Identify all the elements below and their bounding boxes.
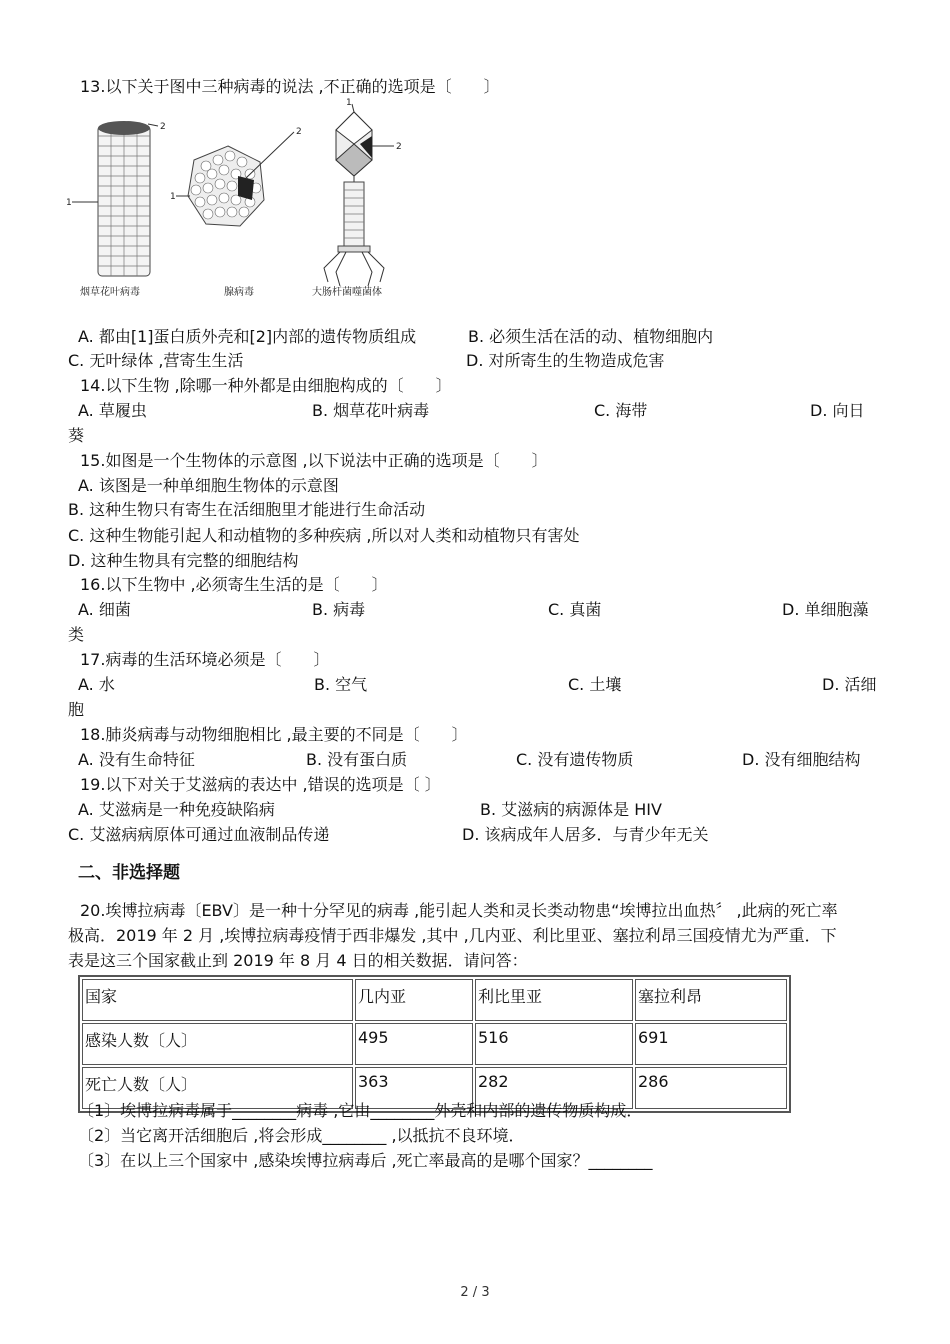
q20-sub-2: 〔2〕当它离开活细胞后 ,将会形成________ ,以抵抗不良环境．: [78, 1126, 525, 1145]
q14-option-a: A. 草履虫: [78, 401, 147, 420]
page-number: 2 / 3: [460, 1285, 490, 1300]
table-row: [82, 1023, 787, 1065]
q13-option-d: D. 对所寄生的生物造成危害: [466, 351, 665, 370]
table-cell: 691: [635, 1023, 787, 1065]
q18-option-a: A. 没有生命特征: [78, 750, 195, 769]
label-2-c: 2: [396, 142, 402, 152]
virus-figure: [66, 96, 411, 306]
label-1-a: 1: [66, 198, 72, 208]
q20-line-1: 20.埃博拉病毒〔EBV〕是一种十分罕见的病毒 ,能引起人类和灵长类动物患“埃博拉出血热〞 ,此病的死亡率: [80, 901, 838, 920]
label-1-b: 1: [170, 192, 176, 202]
q20-line-2: 极高．2019 年 2 月 ,埃博拉病毒疫情于西非爆发 ,其中 ,几内亚、利比里亚、塞拉利昂三国疫情尤为严重．下: [68, 926, 837, 945]
q15-stem: 15.如图是一个生物体的示意图 ,以下说法中正确的选项是〔 〕: [80, 451, 548, 470]
q13-option-a: A. 都由[1]蛋白质外壳和[2]内部的遗传物质组成: [78, 327, 417, 346]
q19-stem: 19.以下对关于艾滋病的表达中 ,错误的选项是〔 〕: [80, 775, 441, 794]
table-cell: 286: [635, 1067, 787, 1109]
caption-phage: 大肠杆菌噬菌体: [312, 287, 382, 298]
q17-stem: 17.病毒的生活环境必须是〔 〕: [80, 650, 330, 669]
table-cell: 感染人数〔人〕: [82, 1023, 353, 1065]
q14-stem: 14.以下生物 ,除哪一种外都是由细胞构成的〔 〕: [80, 376, 452, 395]
q16-stem: 16.以下生物中 ,必须寄生生活的是〔 〕: [80, 575, 388, 594]
q18-option-d: D. 没有细胞结构: [742, 750, 861, 769]
q17-option-b: B. 空气: [314, 675, 368, 694]
q17-option-d: D. 活细: [822, 675, 877, 694]
q19-option-c: C. 艾滋病病原体可通过血液制品传递: [68, 825, 330, 844]
q15-option-d: D. 这种生物具有完整的细胞结构: [68, 551, 299, 570]
q18-option-c: C. 没有遗传物质: [516, 750, 634, 769]
q16-option-d: D. 单细胞藻: [782, 600, 869, 619]
q19-option-d: D. 该病成年人居多．与青少年无关: [462, 825, 709, 844]
table-cell: 利比里亚: [475, 979, 633, 1021]
q16-option-c: C. 真菌: [548, 600, 602, 619]
table-cell: 死亡人数〔人〕: [82, 1067, 353, 1109]
ebola-data-table: [78, 975, 791, 1113]
q14-option-d-cont: 葵: [68, 426, 85, 445]
q16-option-a: A. 细菌: [78, 600, 131, 619]
caption-adenovirus: 腺病毒: [224, 287, 254, 298]
tobacco-mosaic-virus-illustration: [72, 121, 158, 276]
q19-option-a: A. 艾滋病是一种免疫缺陷病: [78, 800, 275, 819]
table-cell: 国家: [82, 979, 353, 1021]
q14-option-b: B. 烟草花叶病毒: [312, 401, 430, 420]
q20-sub-1: 〔1〕埃博拉病毒属于________病毒 ,它由________外壳和内部的遗传物质构成．: [78, 1101, 643, 1120]
q20-line-3: 表是这三个国家截止到 2019 年 8 月 4 日的相关数据．请问答：: [68, 951, 528, 970]
q13-option-b: B. 必须生活在活的动、植物细胞内: [468, 327, 714, 346]
q18-option-b: B. 没有蛋白质: [306, 750, 408, 769]
section-heading: 二、非选择题: [78, 863, 180, 883]
q15-option-c: C. 这种生物能引起人和动植物的多种疾病 ,所以对人类和动植物只有害处: [68, 526, 580, 545]
label-1-c: 1: [346, 98, 352, 108]
q17-option-c: C. 土壤: [568, 675, 622, 694]
caption-tmv: 烟草花叶病毒: [80, 287, 140, 298]
q20-sub-3: 〔3〕在以上三个国家中 ,感染埃博拉病毒后 ,死亡率最高的是哪个国家？________: [78, 1151, 653, 1170]
q19-option-b: B. 艾滋病的病源体是 HIV: [480, 800, 662, 819]
table-cell: 516: [475, 1023, 633, 1065]
label-2-a: 2: [160, 122, 166, 132]
table-cell: 几内亚: [355, 979, 473, 1021]
label-2-b: 2: [296, 127, 302, 137]
q13-option-c: C. 无叶绿体 ,营寄生生活: [68, 351, 244, 370]
table-row: [82, 979, 787, 1021]
q13-stem: 13.以下关于图中三种病毒的说法 ,不正确的选项是〔 〕: [80, 77, 500, 96]
q16-option-b: B. 病毒: [312, 600, 366, 619]
q16-option-d-cont: 类: [68, 625, 85, 644]
q14-option-d: D. 向日: [810, 401, 865, 420]
table-cell: 塞拉利昂: [635, 979, 787, 1021]
q15-option-a: A. 该图是一种单细胞生物体的示意图: [78, 476, 339, 495]
table-cell: 282: [475, 1067, 633, 1109]
q17-option-a: A. 水: [78, 675, 115, 694]
table-cell: 495: [355, 1023, 473, 1065]
q15-option-b: B. 这种生物只有寄生在活细胞里才能进行生命活动: [68, 500, 426, 519]
bacteriophage-illustration: [324, 104, 394, 286]
q14-option-c: C. 海带: [594, 401, 648, 420]
q17-option-d-cont: 胞: [68, 700, 85, 719]
adenovirus-illustration: [176, 132, 294, 226]
q18-stem: 18.肺炎病毒与动物细胞相比 ,最主要的不同是〔 〕: [80, 725, 468, 744]
table-cell: 363: [355, 1067, 473, 1109]
